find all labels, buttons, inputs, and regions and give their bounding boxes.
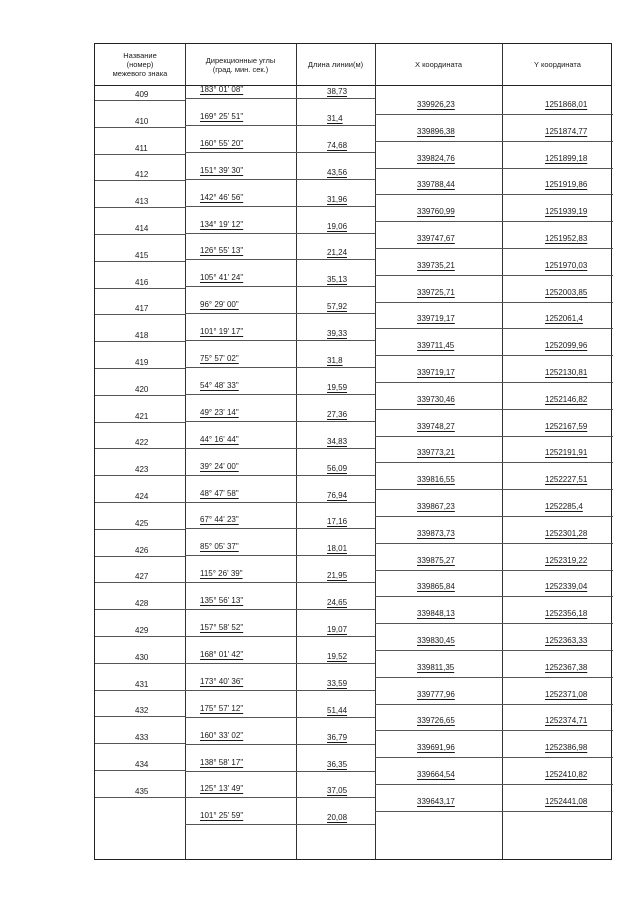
direction-angle-cell: 168° 01' 42" bbox=[200, 649, 244, 659]
line-length-cell: 57,92 bbox=[327, 302, 348, 312]
column-divider bbox=[502, 44, 503, 859]
coordinate-row-line bbox=[375, 328, 613, 329]
x-coordinate-cell: 339867,23 bbox=[417, 502, 455, 511]
segment-row-line bbox=[185, 421, 375, 422]
point-name-cell: 418 bbox=[135, 331, 149, 341]
direction-angle-cell: 151° 39' 30" bbox=[200, 165, 244, 175]
header-divider bbox=[95, 85, 611, 86]
line-length-cell: 20,08 bbox=[327, 813, 348, 823]
segment-row-line bbox=[185, 233, 375, 234]
point-row-line bbox=[95, 609, 185, 610]
y-coordinate-cell: 1252130,81 bbox=[545, 368, 588, 377]
point-name-cell: 417 bbox=[135, 304, 149, 314]
coordinate-row-line bbox=[375, 677, 613, 678]
direction-angle-cell: 126° 55' 13" bbox=[200, 246, 244, 256]
coordinate-row-line bbox=[375, 516, 613, 517]
direction-angle-cell: 173° 40' 36" bbox=[200, 676, 244, 686]
line-length-cell: 43,56 bbox=[327, 167, 348, 177]
x-coordinate-cell: 339760,99 bbox=[417, 207, 455, 217]
x-coordinate-cell: 339865,84 bbox=[417, 582, 455, 592]
point-name-cell: 412 bbox=[135, 170, 149, 180]
x-coordinate-cell: 339875,27 bbox=[417, 555, 455, 565]
line-length-cell: 33,59 bbox=[327, 678, 348, 688]
y-coordinate-cell: 1252363,33 bbox=[545, 636, 588, 645]
direction-angle-cell: 49° 23' 14" bbox=[200, 407, 239, 417]
coordinate-row-line bbox=[375, 194, 613, 195]
point-name-cell: 429 bbox=[135, 626, 149, 635]
point-name-cell: 431 bbox=[135, 679, 149, 689]
direction-angle-cell: 75° 57' 02" bbox=[200, 354, 239, 363]
point-name-cell: 428 bbox=[135, 599, 149, 609]
direction-angle-cell: 175° 57' 12" bbox=[200, 703, 244, 713]
point-row-line bbox=[95, 207, 185, 208]
column-divider bbox=[375, 44, 376, 859]
coordinate-row-line bbox=[375, 811, 613, 812]
segment-row-line bbox=[185, 394, 375, 395]
point-row-line bbox=[95, 395, 185, 396]
point-row-line bbox=[95, 716, 185, 717]
segment-row-line bbox=[185, 797, 375, 798]
line-length-cell: 56,09 bbox=[327, 463, 348, 473]
coordinate-row-line bbox=[375, 409, 613, 410]
point-row-line bbox=[95, 502, 185, 503]
y-coordinate-cell: 1252319,22 bbox=[545, 555, 588, 565]
coordinate-row-line bbox=[375, 141, 613, 142]
y-coordinate-cell: 1252003,85 bbox=[545, 287, 588, 297]
y-coordinate-cell: 1252301,28 bbox=[545, 528, 588, 538]
x-coordinate-cell: 339816,55 bbox=[417, 475, 455, 485]
point-row-line bbox=[95, 100, 185, 101]
segment-row-line bbox=[185, 367, 375, 368]
line-length-cell: 36,35 bbox=[327, 759, 348, 769]
point-name-cell: 414 bbox=[135, 224, 149, 233]
y-coordinate-cell: 1252061,4 bbox=[545, 314, 583, 324]
coordinate-row-line bbox=[375, 704, 613, 705]
point-row-line bbox=[95, 663, 185, 664]
direction-angle-cell: 160° 55' 20" bbox=[200, 138, 244, 148]
point-name-cell: 435 bbox=[135, 786, 149, 796]
point-name-cell: 423 bbox=[135, 465, 149, 475]
x-coordinate-cell: 339691,96 bbox=[417, 743, 455, 753]
segment-row-line bbox=[185, 206, 375, 207]
column-divider bbox=[296, 44, 297, 859]
point-row-line bbox=[95, 582, 185, 583]
segment-row-line bbox=[185, 179, 375, 180]
point-name-cell: 434 bbox=[135, 760, 149, 769]
y-coordinate-cell: 1252227,51 bbox=[545, 475, 588, 485]
point-row-line bbox=[95, 690, 185, 691]
line-length-cell: 21,24 bbox=[327, 248, 348, 258]
point-row-line bbox=[95, 743, 185, 744]
segment-row-line bbox=[185, 555, 375, 556]
point-name-cell: 432 bbox=[135, 706, 149, 716]
direction-angle-cell: 101° 19' 17" bbox=[200, 327, 244, 337]
line-length-cell: 31,4 bbox=[327, 113, 343, 123]
segment-row-line bbox=[185, 152, 375, 153]
x-coordinate-cell: 339730,46 bbox=[417, 394, 455, 404]
direction-angle-cell: 134° 19' 12" bbox=[200, 219, 244, 229]
segment-row-line bbox=[185, 98, 375, 99]
point-name-cell: 433 bbox=[135, 733, 149, 743]
x-coordinate-cell: 339926,23 bbox=[417, 100, 455, 109]
x-coordinate-cell: 339719,17 bbox=[417, 314, 455, 324]
line-length-cell: 19,07 bbox=[327, 625, 348, 634]
direction-angle-cell: 142° 46' 56" bbox=[200, 192, 244, 202]
segment-row-line bbox=[185, 744, 375, 745]
direction-angle-cell: 54° 48' 33" bbox=[200, 380, 239, 390]
segment-row-line bbox=[185, 448, 375, 449]
segment-row-line bbox=[185, 340, 375, 341]
segment-row-line bbox=[185, 313, 375, 314]
coordinate-row-line bbox=[375, 623, 613, 624]
line-length-cell: 39,33 bbox=[327, 329, 348, 339]
point-row-line bbox=[95, 770, 185, 771]
coordinate-row-line bbox=[375, 355, 613, 356]
point-name-cell: 409 bbox=[135, 90, 149, 99]
x-coordinate-cell: 339830,45 bbox=[417, 636, 455, 645]
x-coordinate-cell: 339719,17 bbox=[417, 368, 455, 377]
point-name-cell: 430 bbox=[135, 652, 149, 662]
point-row-line bbox=[95, 529, 185, 530]
point-row-line bbox=[95, 314, 185, 315]
y-coordinate-cell: 1252374,71 bbox=[545, 716, 588, 726]
direction-angle-cell: 115° 26' 39" bbox=[200, 569, 243, 579]
x-coordinate-cell: 339896,38 bbox=[417, 126, 455, 136]
direction-angle-cell: 101° 25' 59" bbox=[200, 811, 244, 821]
y-coordinate-cell: 1251899,18 bbox=[545, 153, 588, 163]
y-coordinate-cell: 1252441,08 bbox=[545, 796, 588, 806]
x-coordinate-cell: 339788,44 bbox=[417, 180, 455, 190]
line-length-cell: 24,65 bbox=[327, 598, 348, 608]
direction-angle-cell: 96° 29' 00" bbox=[200, 300, 239, 310]
coordinate-row-line bbox=[375, 784, 613, 785]
direction-angle-cell: 135° 56' 13" bbox=[200, 596, 244, 606]
direction-angle-cell: 138° 58' 17" bbox=[200, 757, 244, 767]
x-coordinate-cell: 339811,35 bbox=[417, 662, 455, 672]
line-length-cell: 36,79 bbox=[327, 732, 348, 742]
coordinate-row-line bbox=[375, 650, 613, 651]
direction-angle-cell: 44° 16' 44" bbox=[200, 434, 239, 444]
x-coordinate-cell: 339735,21 bbox=[417, 260, 455, 270]
y-coordinate-cell: 1252410,82 bbox=[545, 770, 588, 779]
line-length-cell: 35,13 bbox=[327, 275, 348, 285]
line-length-cell: 76,94 bbox=[327, 490, 348, 500]
coordinate-row-line bbox=[375, 248, 613, 249]
point-name-cell: 426 bbox=[135, 545, 149, 555]
y-coordinate-cell: 1251952,83 bbox=[545, 234, 588, 243]
line-length-cell: 17,16 bbox=[327, 517, 348, 527]
direction-angle-cell: 169° 25' 51" bbox=[200, 111, 244, 121]
line-length-cell: 34,83 bbox=[327, 436, 348, 446]
point-name-cell: 415 bbox=[135, 250, 149, 260]
segment-row-line bbox=[185, 582, 375, 583]
point-name-cell: 425 bbox=[135, 518, 149, 528]
segment-row-line bbox=[185, 125, 375, 126]
x-coordinate-cell: 339873,73 bbox=[417, 528, 455, 538]
segment-row-line bbox=[185, 528, 375, 529]
point-row-line bbox=[95, 180, 185, 181]
header-point-name: Название (номер) межевого знака bbox=[112, 51, 168, 78]
point-row-line bbox=[95, 154, 185, 155]
line-length-cell: 19,52 bbox=[327, 651, 348, 661]
header-line-length: Длина линии(м) bbox=[307, 60, 364, 69]
direction-angle-cell: 157° 58' 52" bbox=[200, 623, 244, 632]
segment-row-line bbox=[185, 824, 375, 825]
line-length-cell: 18,01 bbox=[327, 544, 348, 554]
y-coordinate-cell: 1252356,18 bbox=[545, 609, 588, 619]
y-coordinate-cell: 1252146,82 bbox=[545, 394, 588, 404]
line-length-cell: 31,8 bbox=[327, 356, 343, 365]
point-name-cell: 410 bbox=[135, 116, 149, 126]
y-coordinate-cell: 1252371,08 bbox=[545, 689, 588, 699]
point-row-line bbox=[95, 368, 185, 369]
point-row-line bbox=[95, 636, 185, 637]
column-divider bbox=[185, 44, 186, 859]
x-coordinate-cell: 339725,71 bbox=[417, 287, 455, 297]
y-coordinate-cell: 1252167,59 bbox=[545, 421, 588, 431]
x-coordinate-cell: 339726,65 bbox=[417, 716, 455, 726]
point-row-line bbox=[95, 422, 185, 423]
point-name-cell: 427 bbox=[135, 572, 149, 582]
point-name-cell: 424 bbox=[135, 492, 149, 501]
coordinate-row-line bbox=[375, 275, 613, 276]
y-coordinate-cell: 1251874,77 bbox=[545, 126, 588, 136]
y-coordinate-cell: 1252191,91 bbox=[545, 448, 588, 458]
point-name-cell: 422 bbox=[135, 438, 149, 448]
coordinate-row-line bbox=[375, 114, 613, 115]
direction-angle-cell: 39° 24' 00" bbox=[200, 461, 239, 471]
direction-angle-cell: 183° 01' 08" bbox=[200, 85, 244, 94]
point-row-line bbox=[95, 448, 185, 449]
line-length-cell: 19,59 bbox=[327, 382, 348, 392]
coordinate-row-line bbox=[375, 168, 613, 169]
coordinate-row-line bbox=[375, 462, 613, 463]
coordinate-row-line bbox=[375, 489, 613, 490]
x-coordinate-cell: 339643,17 bbox=[417, 796, 455, 806]
segment-row-line bbox=[185, 286, 375, 287]
point-row-line bbox=[95, 556, 185, 557]
coordinate-row-line bbox=[375, 302, 613, 303]
segment-row-line bbox=[185, 663, 375, 664]
line-length-cell: 37,05 bbox=[327, 786, 348, 796]
segment-row-line bbox=[185, 771, 375, 772]
line-length-cell: 31,96 bbox=[327, 194, 348, 204]
coordinate-row-line bbox=[375, 543, 613, 544]
segment-row-line bbox=[185, 259, 375, 260]
segment-row-line bbox=[185, 717, 375, 718]
point-row-line bbox=[95, 797, 185, 798]
segment-row-line bbox=[185, 636, 375, 637]
x-coordinate-cell: 339773,21 bbox=[417, 448, 455, 458]
x-coordinate-cell: 339747,67 bbox=[417, 234, 455, 243]
line-length-cell: 21,95 bbox=[327, 571, 348, 581]
direction-angle-cell: 67° 44' 23" bbox=[200, 515, 239, 525]
coordinate-row-line bbox=[375, 221, 613, 222]
point-row-line bbox=[95, 288, 185, 289]
line-length-cell: 51,44 bbox=[327, 705, 348, 715]
point-name-cell: 416 bbox=[135, 277, 149, 287]
y-coordinate-cell: 1251868,01 bbox=[545, 100, 588, 109]
y-coordinate-cell: 1252099,96 bbox=[545, 341, 588, 351]
point-name-cell: 419 bbox=[135, 358, 149, 367]
point-row-line bbox=[95, 475, 185, 476]
line-length-cell: 74,68 bbox=[327, 140, 348, 150]
direction-angle-cell: 160° 33' 02" bbox=[200, 730, 244, 740]
point-name-cell: 411 bbox=[135, 143, 148, 153]
coordinate-row-line bbox=[375, 757, 613, 758]
x-coordinate-cell: 339748,27 bbox=[417, 421, 455, 431]
header-direction-angle: Дирекционные углы (град. мин. сек.) bbox=[205, 55, 276, 74]
point-row-line bbox=[95, 261, 185, 262]
header-y-coordinate: Y координата bbox=[534, 60, 581, 69]
y-coordinate-cell: 1251939,19 bbox=[545, 207, 588, 217]
point-row-line bbox=[95, 341, 185, 342]
coordinate-row-line bbox=[375, 570, 613, 571]
segment-row-line bbox=[185, 502, 375, 503]
line-length-cell: 19,06 bbox=[327, 221, 348, 231]
line-length-cell: 38,73 bbox=[327, 87, 348, 96]
point-name-cell: 420 bbox=[135, 384, 149, 394]
segment-row-line bbox=[185, 690, 375, 691]
direction-angle-cell: 105° 41' 24" bbox=[200, 273, 244, 283]
point-row-line bbox=[95, 234, 185, 235]
x-coordinate-cell: 339664,54 bbox=[417, 770, 455, 779]
header-x-coordinate: X координата bbox=[414, 60, 463, 69]
direction-angle-cell: 125° 13' 49" bbox=[200, 784, 244, 794]
line-length-cell: 27,36 bbox=[327, 409, 348, 419]
y-coordinate-cell: 1252386,98 bbox=[545, 743, 588, 753]
y-coordinate-cell: 1252367,38 bbox=[545, 662, 588, 672]
y-coordinate-cell: 1252285,4 bbox=[545, 502, 583, 511]
coordinate-row-line bbox=[375, 436, 613, 437]
x-coordinate-cell: 339848,13 bbox=[417, 609, 455, 619]
point-name-cell: 421 bbox=[135, 411, 149, 421]
coordinate-row-line bbox=[375, 730, 613, 731]
segment-row-line bbox=[185, 475, 375, 476]
point-row-line bbox=[95, 127, 185, 128]
coordinate-row-line bbox=[375, 596, 613, 597]
y-coordinate-cell: 1251970,03 bbox=[545, 260, 588, 270]
x-coordinate-cell: 339824,76 bbox=[417, 153, 455, 163]
segment-row-line bbox=[185, 609, 375, 610]
point-name-cell: 413 bbox=[135, 197, 149, 207]
x-coordinate-cell: 339711,45 bbox=[417, 341, 455, 351]
coordinate-row-line bbox=[375, 382, 613, 383]
direction-angle-cell: 48° 47' 58" bbox=[200, 488, 239, 498]
y-coordinate-cell: 1252339,04 bbox=[545, 582, 588, 592]
x-coordinate-cell: 339777,96 bbox=[417, 689, 455, 699]
y-coordinate-cell: 1251919,86 bbox=[545, 180, 588, 190]
boundary-coordinates-table bbox=[94, 43, 612, 860]
direction-angle-cell: 85° 05' 37" bbox=[200, 542, 239, 552]
